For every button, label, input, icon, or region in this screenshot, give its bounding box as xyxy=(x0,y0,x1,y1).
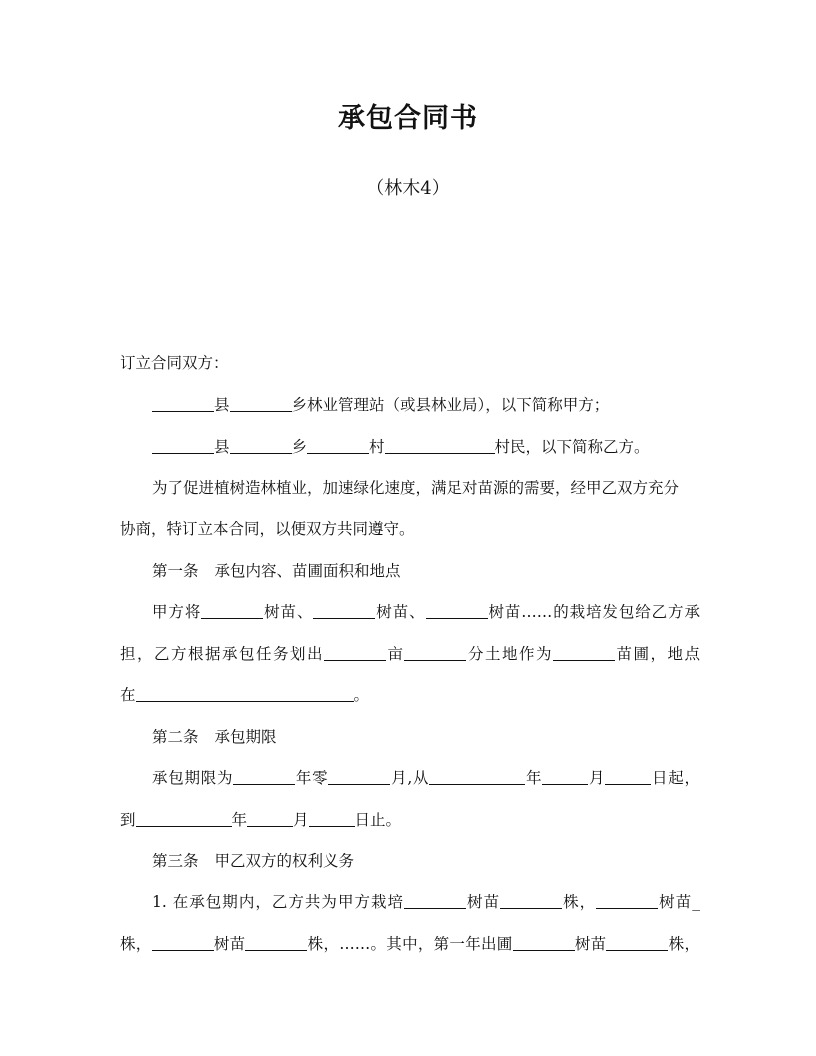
article-1-para-line-2: 担，乙方根据承包任务划出 亩 分土地作为 苗圃，地点 xyxy=(120,645,700,663)
blank-seedling-1[interactable] xyxy=(201,602,263,619)
article-2-heading: 第二条 承包期限 xyxy=(152,728,277,746)
article-1-heading: 第一条 承包内容、苗圃面积和地点 xyxy=(152,562,401,580)
document-subtitle: （林木4） xyxy=(366,178,450,199)
blank-seedling-type-c[interactable] xyxy=(152,934,214,951)
intro-line-1: 为了促进植树造林植业，加速绿化速度，满足对苗源的需要，经甲乙双方充分 xyxy=(152,479,680,497)
article-3-para-line-2: 株， 树苗 株，……。其中，第一年出圃 树苗 株， xyxy=(120,935,700,953)
blank-fen[interactable] xyxy=(404,644,466,661)
article-2-para-line-1: 承包期限为 年零 月,从 年 月 日起， xyxy=(152,769,700,787)
blank-first-year-type[interactable] xyxy=(513,934,575,951)
party-b-line: 县 乡 村 村民，以下简称乙方。 xyxy=(152,436,700,458)
blank-first-year-count[interactable] xyxy=(606,934,668,951)
blank-start-month[interactable] xyxy=(542,768,588,785)
blank-location[interactable] xyxy=(136,685,354,702)
blank-seedling-type-a[interactable] xyxy=(404,892,466,909)
intro-line-2: 协商，特订立本合同，以便双方共同遵守。 xyxy=(120,520,415,538)
article-3-heading: 第三条 甲乙双方的权利义务 xyxy=(152,852,355,870)
article-1-para-line-1: 甲方将 树苗、 树苗、 树苗……的栽培发包给乙方承 xyxy=(152,603,700,621)
blank-end-month[interactable] xyxy=(247,810,293,827)
blank-count-c[interactable] xyxy=(245,934,307,951)
blank-village-b[interactable] xyxy=(307,437,369,454)
blank-term-months[interactable] xyxy=(328,768,390,785)
blank-count-a[interactable] xyxy=(500,892,562,909)
blank-end-year[interactable] xyxy=(136,810,232,827)
article-2-para-line-2: 到 年 月 日止。 xyxy=(120,811,402,829)
blank-township-a[interactable] xyxy=(230,395,292,412)
blank-villager-name[interactable] xyxy=(385,437,495,454)
blank-mu[interactable] xyxy=(324,644,386,661)
article-3-para-line-1: 1. 在承包期内，乙方共为甲方栽培 树苗 株， 树苗_ xyxy=(152,893,700,911)
blank-township-b[interactable] xyxy=(230,437,292,454)
blank-seedling-2[interactable] xyxy=(313,602,375,619)
blank-nursery-type[interactable] xyxy=(553,644,615,661)
blank-end-day[interactable] xyxy=(309,810,355,827)
blank-seedling-3[interactable] xyxy=(426,602,488,619)
blank-term-years[interactable] xyxy=(233,768,295,785)
party-a-line: 县 乡林业管理站（或县林业局），以下简称甲方； xyxy=(152,394,700,416)
document-title: 承包合同书 xyxy=(338,103,478,134)
parties-label: 订立合同双方： xyxy=(120,354,229,372)
blank-county-a[interactable] xyxy=(152,395,214,412)
blank-start-year[interactable] xyxy=(429,768,525,785)
article-1-para-line-3: 在 。 xyxy=(120,686,370,704)
blank-seedling-type-b[interactable] xyxy=(596,892,658,909)
blank-county-b[interactable] xyxy=(152,437,214,454)
blank-start-day[interactable] xyxy=(605,768,651,785)
